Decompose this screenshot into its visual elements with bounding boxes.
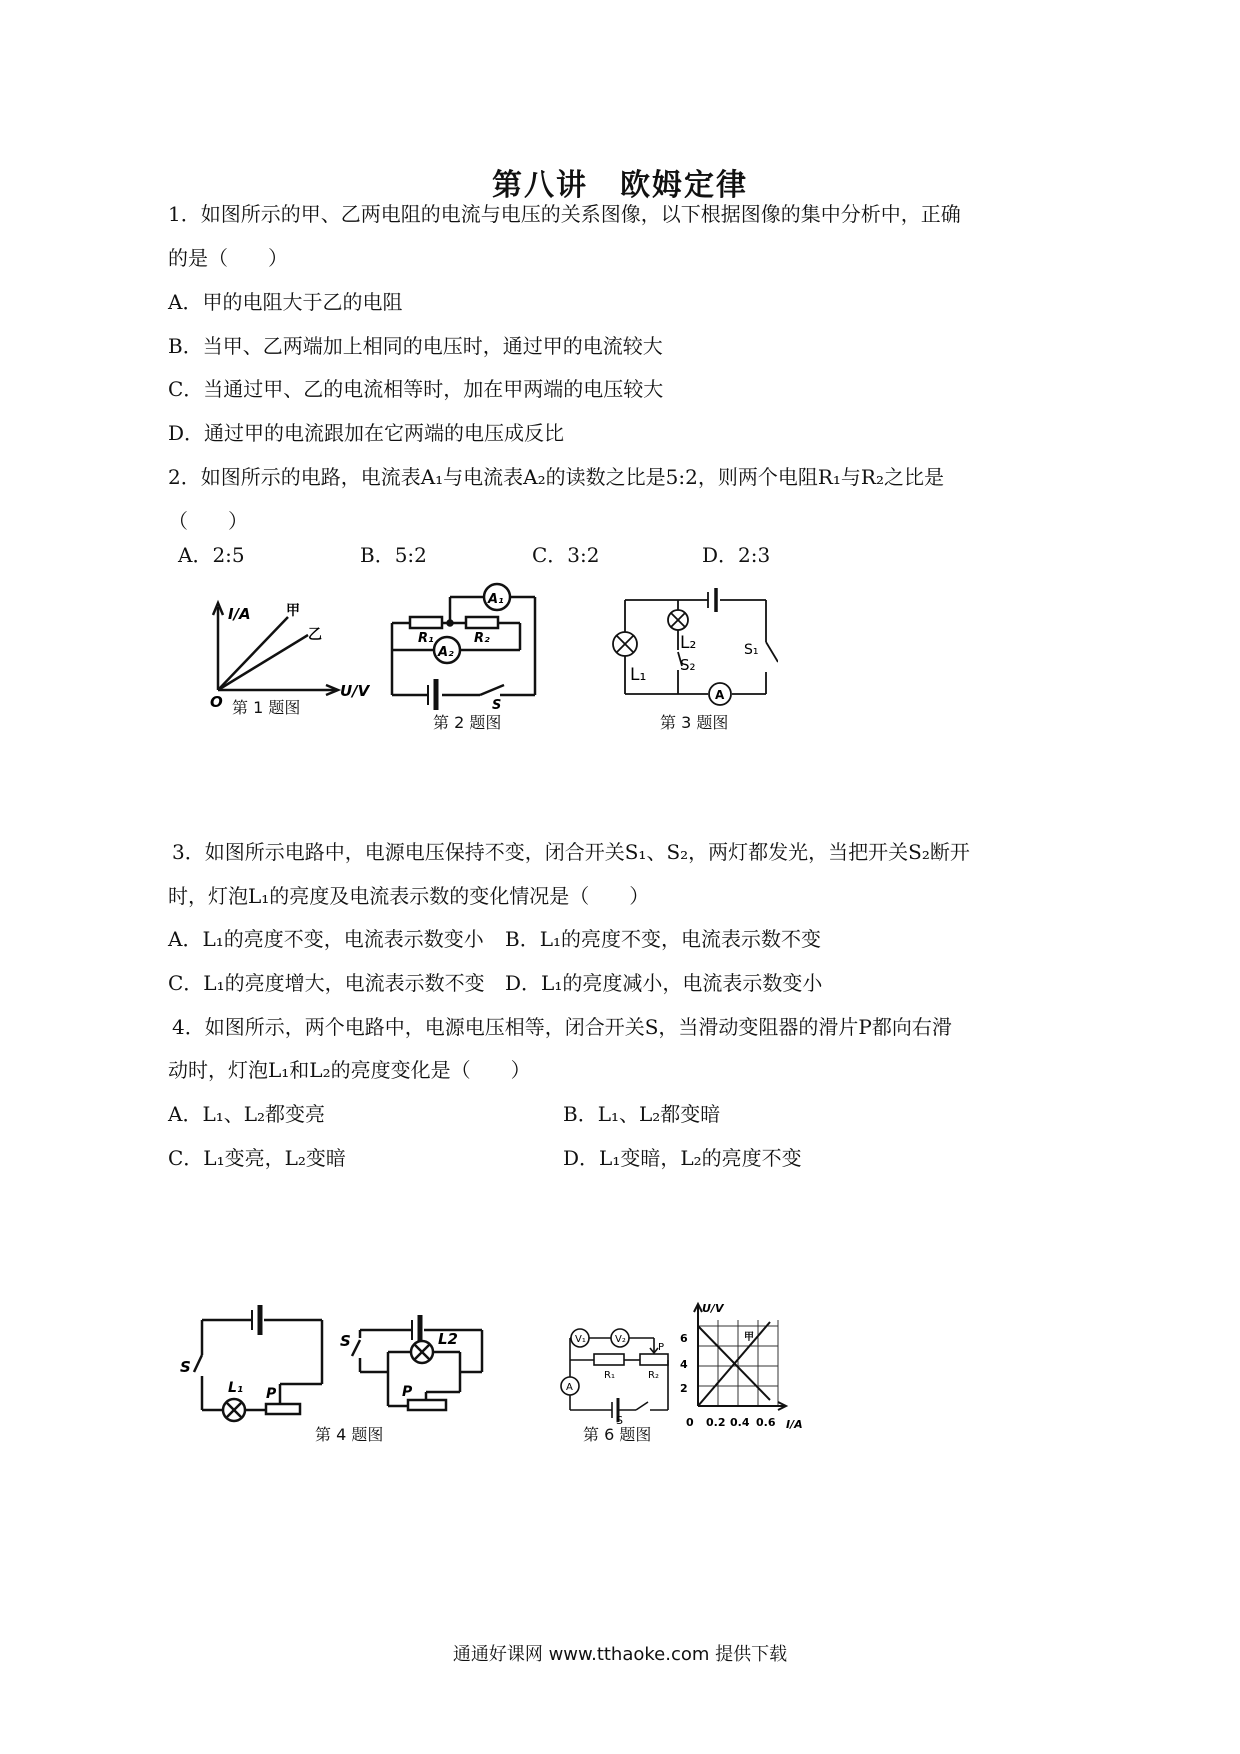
fig3-lamp2-label: L₂	[680, 633, 697, 653]
fig2-ammeter1-label: A₁	[488, 592, 504, 607]
fig2-r1-label: R₁	[418, 631, 434, 646]
fig6-r1-label: R₁	[604, 1370, 615, 1381]
fig3-ammeter-label: A	[715, 688, 725, 702]
q2-option-d: D．2:3	[702, 543, 771, 567]
fig6-graph-x-tick-0-6: 0.6	[756, 1416, 776, 1429]
fig6-slider-label: P	[658, 1342, 665, 1353]
q2-stem-line1: 2．如图所示的电路，电流表A₁与电流表A₂的读数之比是5:2，则两个电阻R₁与R₂之比是	[168, 465, 944, 489]
q3-option-c: C．L₁的亮度增大，电流表示数不变	[168, 971, 485, 995]
fig6-voltmeter1-label: V₁	[575, 1334, 586, 1345]
fig1-x-label: U/V	[340, 682, 370, 700]
figure-6-circuit	[550, 1320, 670, 1425]
figure-2-circuit	[380, 575, 550, 710]
fig6-graph-y-label: U/V	[702, 1302, 724, 1315]
q4-option-b: B．L₁、L₂都变暗	[563, 1102, 721, 1126]
figure-4-circuits	[180, 1300, 500, 1430]
q1-option-b: B．当甲、乙两端加上相同的电压时，通过甲的电流较大	[168, 334, 663, 358]
fig6-graph-line-falling	[698, 1326, 770, 1400]
fig1-y-label: I/A	[228, 605, 251, 623]
fig1-line-yi-label: 乙	[308, 627, 322, 643]
q4-option-a: A．L₁、L₂都变亮	[168, 1102, 326, 1126]
q4-stem-line2: 动时，灯泡L₁和L₂的亮度变化是（ ）	[168, 1058, 531, 1082]
fig1-line-jia-label: 甲	[286, 603, 300, 619]
q2-option-a: A．2:5	[178, 543, 245, 567]
fig3-lamp1-label: L₁	[630, 665, 647, 685]
fig6-graph-y-tick-6: 6	[680, 1332, 688, 1345]
q2-option-b: B．5:2	[360, 543, 427, 567]
q3-option-b: B．L₁的亮度不变，电流表示数不变	[505, 927, 821, 951]
figure-2-caption: 第 2 题图	[433, 713, 502, 732]
figure-6-graph	[674, 1300, 804, 1435]
page-footer: 通通好课网 www.tthaoke.com 提供下载	[452, 1644, 788, 1665]
q2-option-c: C．3:2	[532, 543, 600, 567]
q1-stem-line1: 1．如图所示的甲、乙两电阻的电流与电压的关系图像，以下根据图像的集中分析中，正确	[168, 202, 961, 226]
figure-4-caption: 第 4 题图	[315, 1425, 384, 1444]
fig1-origin-label: O	[210, 693, 223, 711]
q3-stem-line1: 3．如图所示电路中，电源电压保持不变，闭合开关S₁、S₂，两灯都发光，当把开关S₂断开	[172, 840, 970, 864]
fig3-switch1-label: S₁	[744, 642, 759, 658]
fig2-ammeter2-label: A₂	[438, 645, 454, 660]
fig6-graph-y-tick-4: 4	[680, 1358, 688, 1371]
figure-3-caption: 第 3 题图	[660, 713, 729, 732]
q1-option-a: A．甲的电阻大于乙的电阻	[168, 290, 403, 314]
fig6-graph-line-label: 甲	[744, 1332, 754, 1343]
q4-stem-line1: 4．如图所示，两个电路中，电源电压相等，闭合开关S，当滑动变阻器的滑片P都向右滑	[172, 1015, 952, 1039]
q4-option-d: D．L₁变暗，L₂的亮度不变	[563, 1146, 802, 1170]
fig4-right-slider-label: P	[402, 1384, 413, 1400]
fig6-graph-x-tick-0-4: 0.4	[730, 1416, 750, 1429]
fig6-graph-x-tick-0-2: 0.2	[706, 1416, 726, 1429]
fig6-voltmeter2-label: V₂	[615, 1334, 626, 1345]
page-title: 第八讲 欧姆定律	[492, 168, 748, 203]
fig2-r2-label: R₂	[474, 631, 490, 646]
fig6-r2-label: R₂	[648, 1370, 659, 1381]
fig6-graph-x-label: I/A	[786, 1418, 803, 1431]
fig6-ammeter-label: A	[566, 1382, 573, 1393]
figure-3-circuit	[608, 582, 778, 710]
fig4-lamp2-label: L2	[438, 1330, 458, 1348]
fig3-switch2-label: S₂	[680, 656, 696, 674]
fig4-left-switch-label: S	[180, 1358, 191, 1376]
q4-option-c: C．L₁变亮，L₂变暗	[168, 1146, 346, 1170]
q1-option-d: D．通过甲的电流跟加在它两端的电压成反比	[168, 421, 565, 445]
q1-option-c: C．当通过甲、乙的电流相等时，加在甲两端的电压较大	[168, 377, 664, 401]
q2-stem-line2: （ ）	[168, 509, 248, 533]
q3-option-d: D．L₁的亮度减小，电流表示数变小	[505, 971, 823, 995]
figure-6-caption: 第 6 题图	[583, 1425, 652, 1444]
fig2-switch-label: S	[492, 698, 502, 710]
q3-option-a: A．L₁的亮度不变，电流表示数变小	[168, 927, 484, 951]
fig6-switch-label: S	[616, 1414, 623, 1425]
fig4-lamp1-label: L₁	[228, 1380, 244, 1396]
figure-1-caption: 第 1 题图	[232, 698, 301, 717]
fig4-right-switch-label: S	[340, 1332, 351, 1350]
fig6-graph-y-tick-2: 2	[680, 1382, 688, 1395]
q3-stem-line2: 时，灯泡L₁的亮度及电流表示数的变化情况是（ ）	[168, 884, 650, 908]
fig6-graph-x-tick-0: 0	[686, 1416, 694, 1429]
q1-stem-line2: 的是（ ）	[168, 246, 288, 270]
fig4-left-slider-label: P	[266, 1386, 277, 1402]
